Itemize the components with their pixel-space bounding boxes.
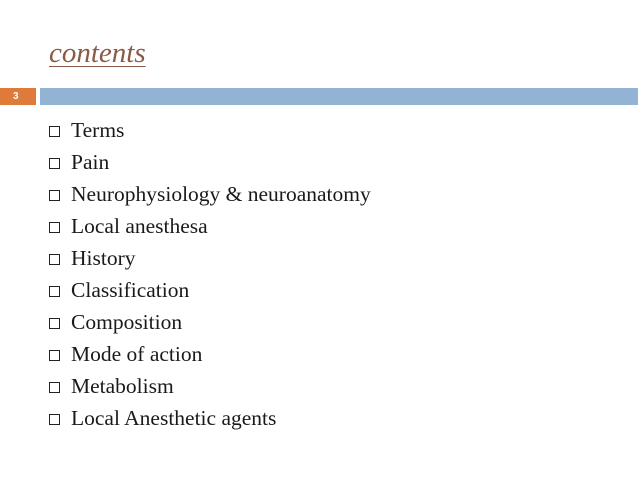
- list-item-label: Metabolism: [71, 373, 174, 398]
- slide-number-badge: [0, 88, 36, 105]
- checkbox-icon: [49, 350, 60, 361]
- list-item-label: History: [71, 245, 136, 270]
- list-item-label: Pain: [71, 149, 110, 174]
- checkbox-icon: [49, 414, 60, 425]
- slide-number: 3: [13, 91, 19, 102]
- checkbox-icon: [49, 158, 60, 169]
- checkbox-icon: [49, 126, 60, 137]
- checkbox-icon: [49, 222, 60, 233]
- list-item-label: Terms: [71, 117, 125, 142]
- list-item: [49, 178, 371, 210]
- list-item: [49, 402, 371, 434]
- list-item: [49, 274, 371, 306]
- list-item-label: Mode of action: [71, 341, 203, 366]
- checkbox-icon: [49, 286, 60, 297]
- checkbox-icon: [49, 190, 60, 201]
- checkbox-icon: [49, 382, 60, 393]
- list-item: [49, 370, 371, 402]
- list-item: [49, 146, 371, 178]
- list-item: [49, 242, 371, 274]
- contents-list: [49, 114, 371, 434]
- list-item-label: Neurophysiology & neuroanatomy: [71, 181, 371, 206]
- list-item-label: Composition: [71, 309, 183, 334]
- list-item-label: Local Anesthetic agents: [71, 405, 277, 430]
- list-item: [49, 338, 371, 370]
- list-item: [49, 114, 371, 146]
- list-item: [49, 210, 371, 242]
- header-bar: [40, 88, 638, 105]
- list-item: [49, 306, 371, 338]
- checkbox-icon: [49, 254, 60, 265]
- list-item-label: Local anesthesa: [71, 213, 208, 238]
- list-item-label: Classification: [71, 277, 190, 302]
- slide-title: contents: [49, 37, 146, 69]
- checkbox-icon: [49, 318, 60, 329]
